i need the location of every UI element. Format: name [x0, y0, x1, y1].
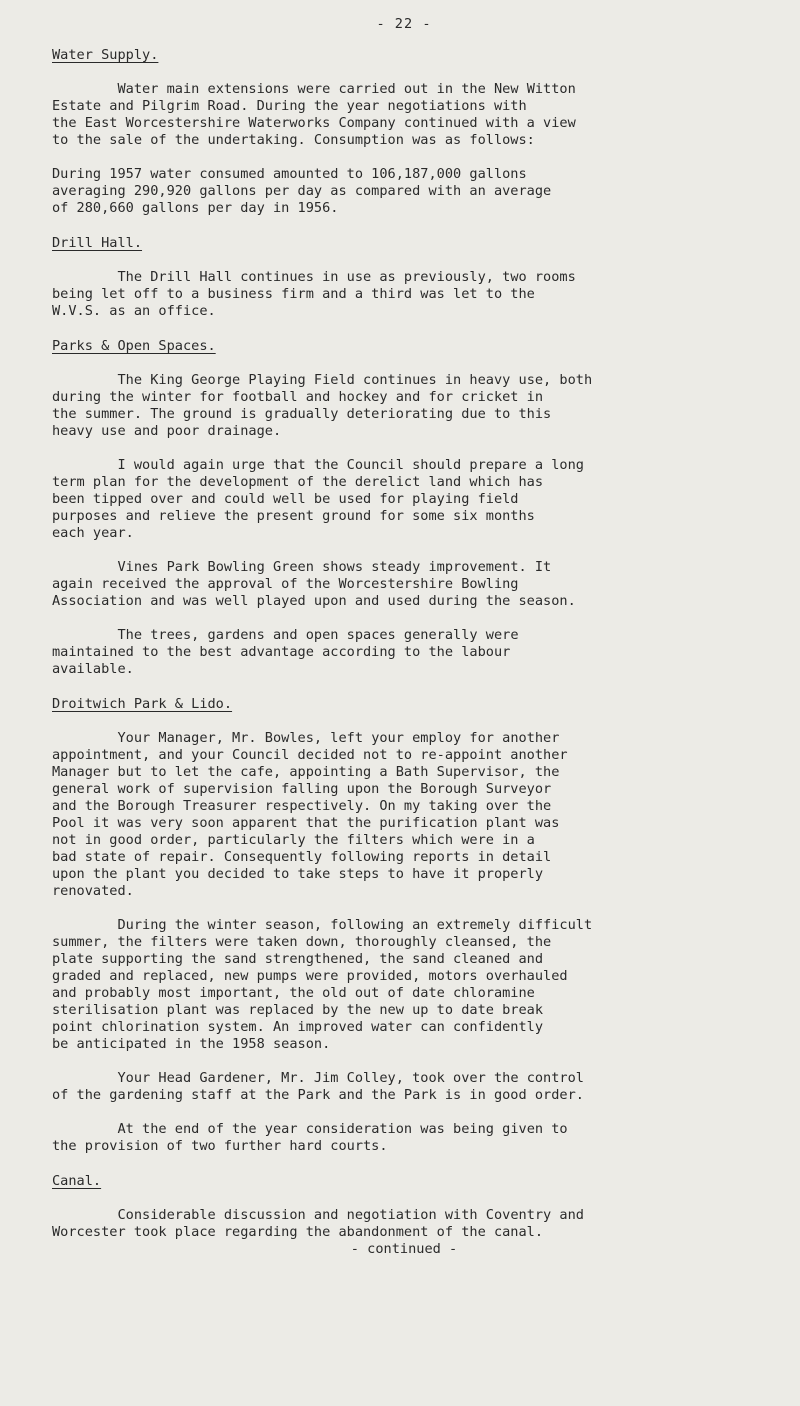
section-heading-drill-hall: Drill Hall.: [52, 235, 143, 251]
paragraph: Your Manager, Mr. Bowles, left your employ for another appointment, and your Council decided not to re-appoint another Manager but to let the cafe, appointing a Bath Supervisor, the general work of supervision falling upon the Borough Surveyor and the Borough Treasurer respectively. On my taking over the Pool it was very soon apparent that the purification plant was not in good order, particularly the filters which were in a bad state of repair. Consequently following reports in detail upon the plant you decided to take steps to have it properly renovated.: [52, 730, 568, 899]
section-parks-open-spaces: [52, 338, 756, 678]
paragraph: The Drill Hall continues in use as previously, two rooms being let off to a business firm and a third was let to the W.V.S. as an office.: [52, 269, 576, 319]
section-drill-hall: [52, 235, 756, 320]
section-heading-droitwich: Droitwich Park & Lido.: [52, 696, 233, 712]
section-canal: [52, 1173, 756, 1241]
paragraph: Your Head Gardener, Mr. Jim Colley, took over the control of the gardening staff at the Park and the Park is in good order.: [52, 1070, 584, 1103]
section-droitwich-park-lido: [52, 696, 756, 1155]
continued-note: - continued -: [350, 1241, 458, 1257]
paragraph: During the winter season, following an extremely difficult summer, the filters were taken down, thoroughly cleansed, the plate supporting the sand strengthened, the sand cleaned and graded and replaced, new pumps were provided, motors overhauled and probably most important, the old out of date chloramine sterilisation plant was replaced by the new up to date break point chlorination system. An improved water can confidently be anticipated in the 1958 season.: [52, 917, 593, 1052]
section-heading-parks: Parks & Open Spaces.: [52, 338, 216, 354]
section-water-supply: [52, 47, 756, 217]
paragraph: The trees, gardens and open spaces generally were maintained to the best advantage according to the labour available.: [52, 627, 519, 677]
paragraph: The King George Playing Field continues in heavy use, both during the winter for football and hockey and for cricket in the summer. The ground is gradually deteriorating due to this heavy use and poor drainage.: [52, 372, 593, 439]
paragraph: Considerable discussion and negotiation with Coventry and Worcester took place regarding the abandonment of the canal.: [52, 1207, 584, 1240]
page-number: - 22 -: [376, 16, 432, 32]
paragraph: Vines Park Bowling Green shows steady improvement. It again received the approval of the Worcestershire Bowling Association and was well played upon and used during the season.: [52, 559, 576, 609]
section-heading-water-supply: Water Supply.: [52, 47, 159, 63]
section-heading-canal: Canal.: [52, 1173, 102, 1189]
paragraph: I would again urge that the Council should prepare a long term plan for the development of the derelict land which has been tipped over and could well be used for playing field purposes and relieve the present ground for some six months each year.: [52, 457, 584, 541]
paragraph: During 1957 water consumed amounted to 106,187,000 gallons averaging 290,920 gallons per day as compared with an average of 280,660 gallons per day in 1956.: [52, 166, 552, 216]
paragraph: Water main extensions were carried out in the New Witton Estate and Pilgrim Road. During the year negotiations with the East Worcestershire Waterworks Company continued with a view to the sale of the undertaking. Consumption was as follows:: [52, 81, 576, 148]
paragraph: At the end of the year consideration was being given to the provision of two further hard courts.: [52, 1121, 568, 1154]
